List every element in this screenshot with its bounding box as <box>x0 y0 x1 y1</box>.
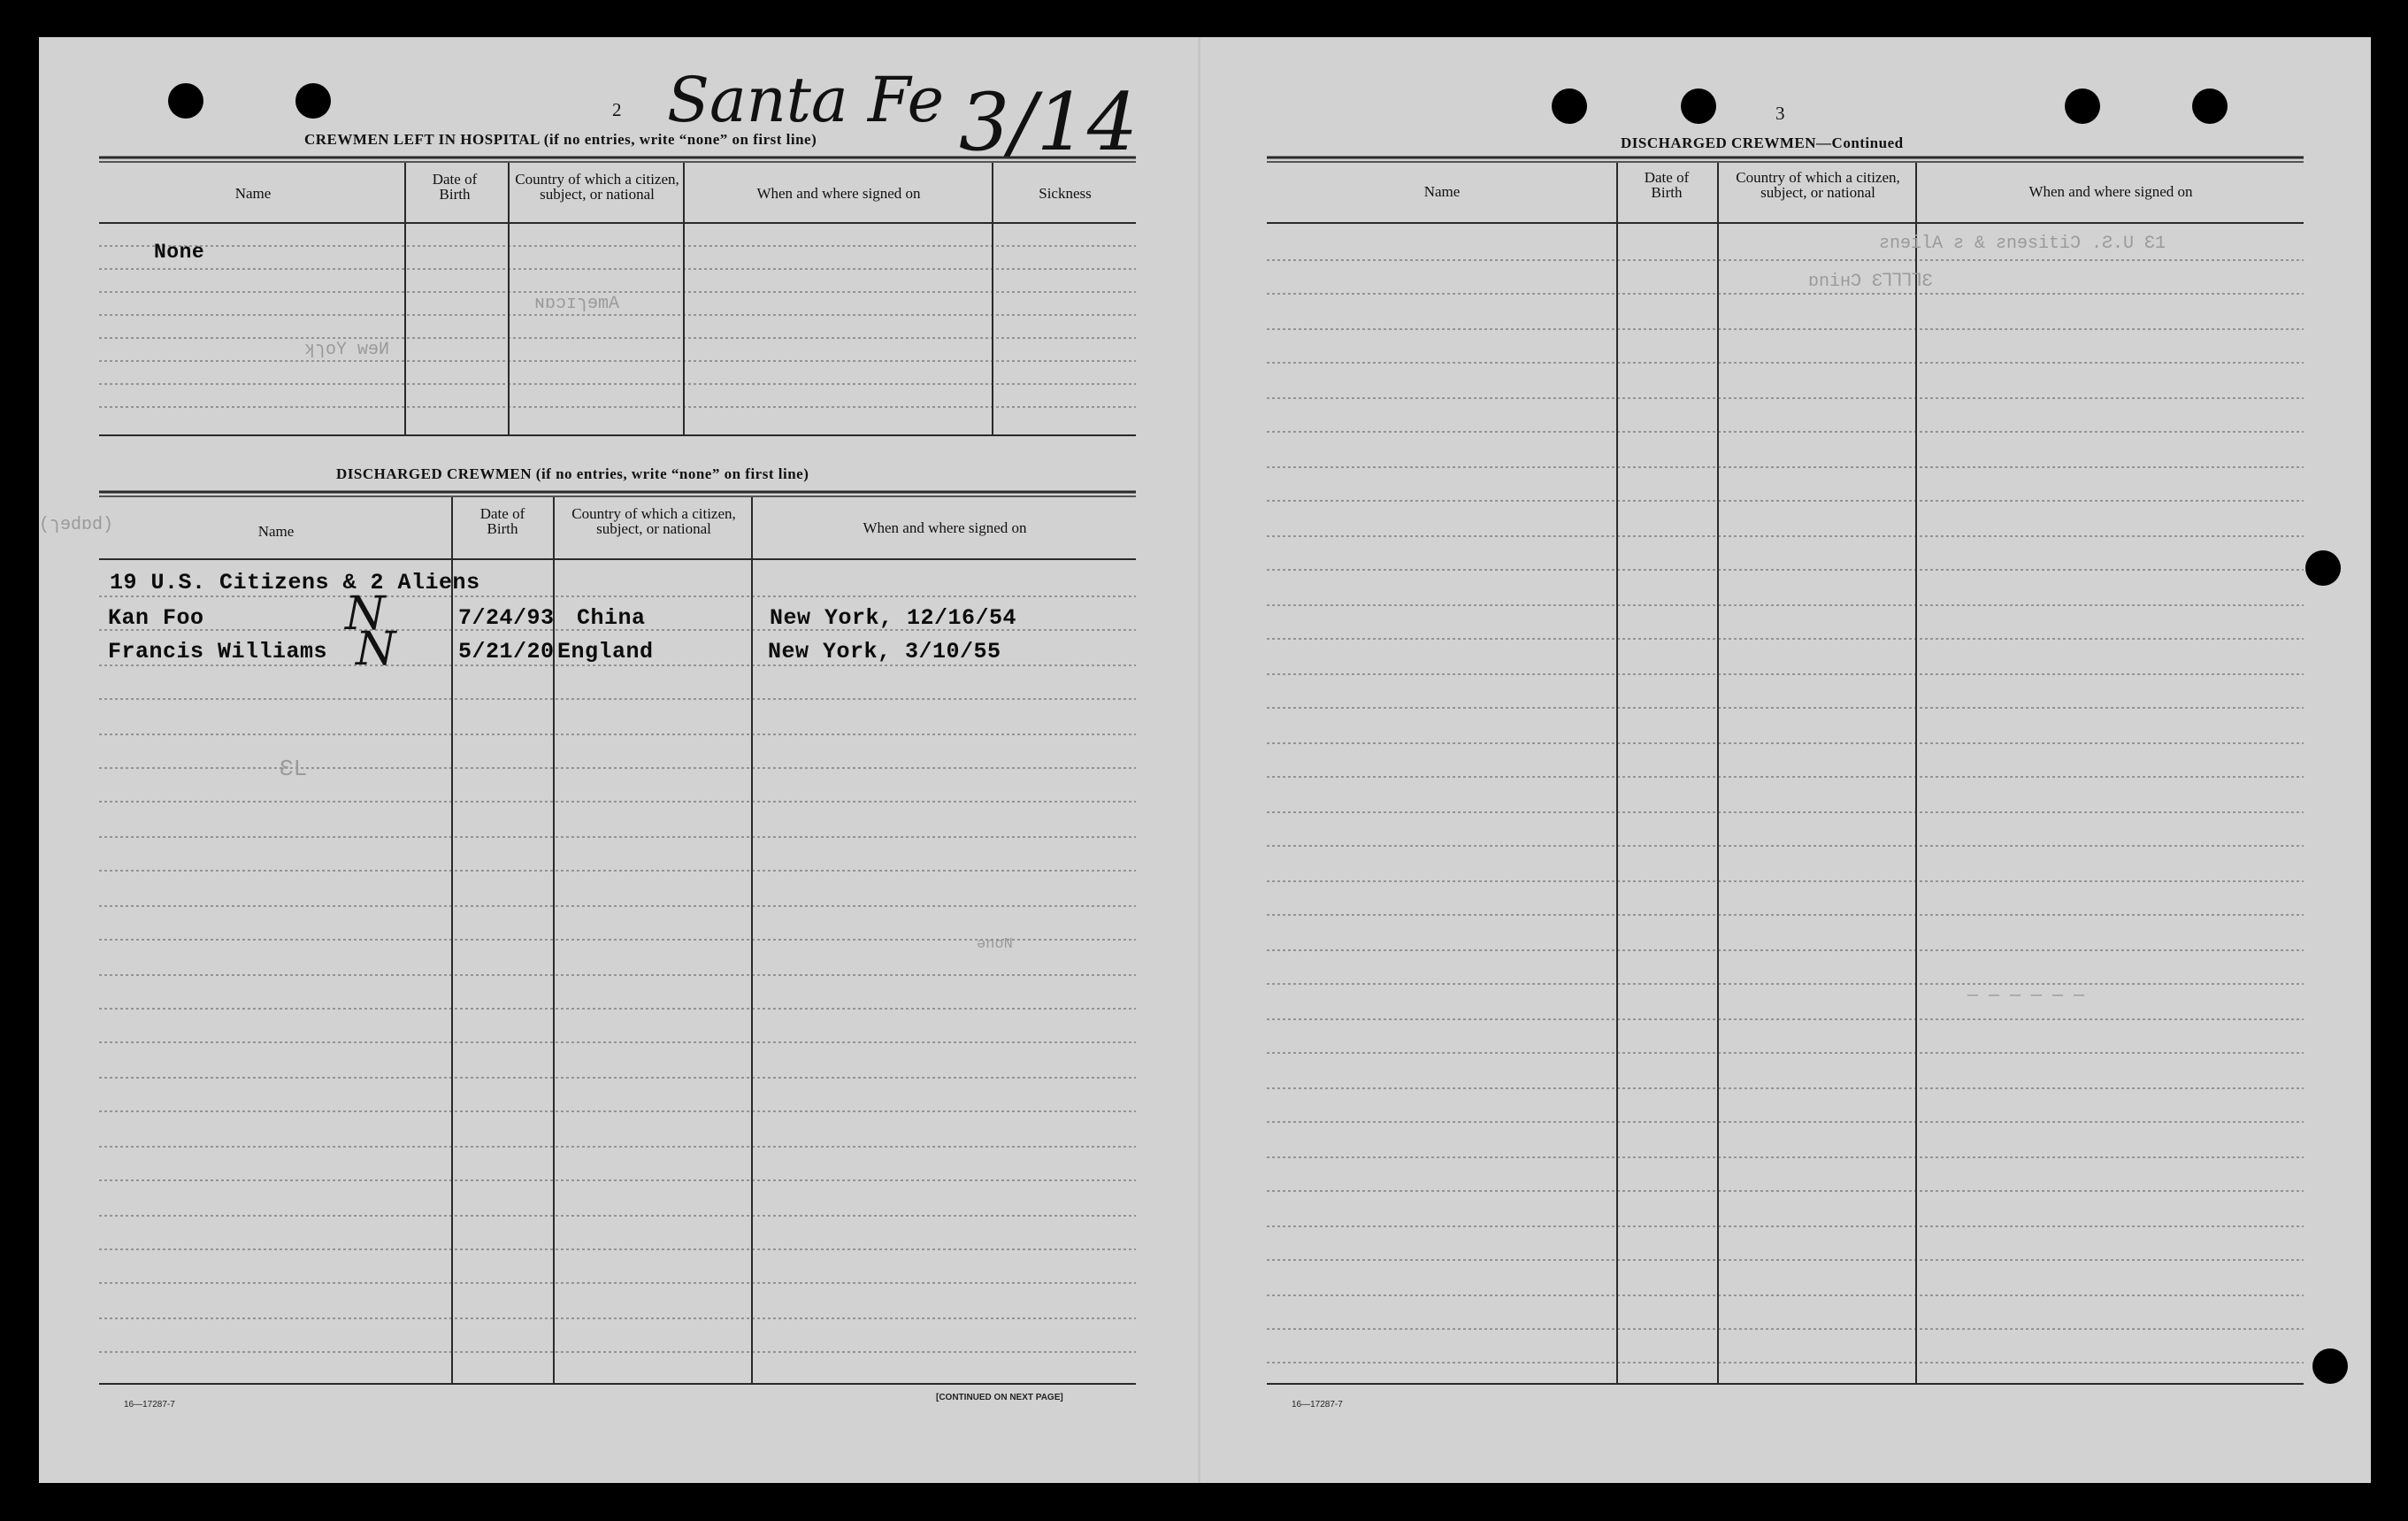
right-section-title: DISCHARGED CREWMEN—Continued <box>1621 134 1904 151</box>
left-page-number: 2 <box>612 99 622 120</box>
right-page-number: 3 <box>1775 103 1785 124</box>
page-fold <box>1198 37 1200 1483</box>
bleed-through-text: ɴɒɔɪɿɘmA <box>534 294 620 314</box>
discharged-summary-line: 19 U.S. Citizens & 2 Aliens <box>110 570 480 595</box>
discharged-table <box>39 37 1189 1483</box>
discharged-continued-table <box>39 37 2371 1483</box>
right-col-country: Country of which a citizen, subject, or national <box>1736 169 1900 201</box>
crew-signed-on: New York, 3/10/55 <box>768 639 1001 664</box>
hospital-col-name: Name <box>234 185 272 202</box>
crew-name: Francis Williams <box>108 639 328 664</box>
left-form-number: 16—17287-7 <box>124 1400 175 1410</box>
crew-dob: 7/24/93 <box>458 605 555 631</box>
handwritten-vessel-note: Santa Fe <box>667 64 945 136</box>
right-col-dob: Date of Birth <box>1644 169 1690 201</box>
crew-signed-on: New York, 12/16/54 <box>770 605 1017 631</box>
punch-hole <box>168 83 203 119</box>
discharged-col-country: Country of which a citizen, subject, or national <box>571 505 736 537</box>
bleed-through-text: ɒniʜƆ ƐꓶꓶꓶꓶƐ <box>1808 272 1933 292</box>
crew-dob: 5/21/20 <box>458 639 555 664</box>
right-form-number: 16—17287-7 <box>1292 1400 1343 1410</box>
bleed-through-text: (ɿɘdɒd) <box>39 515 114 535</box>
hospital-col-country: Country of which a citizen, subject, or national <box>515 171 679 203</box>
bleed-through-text: ənoN <box>977 936 1013 953</box>
punch-hole <box>2305 550 2341 586</box>
hospital-col-dob: Date of Birth <box>432 171 478 203</box>
discharged-section-title: DISCHARGED CREWMEN (if no entries, write “none” on first line) <box>336 465 809 482</box>
bleed-through-text: ƐL <box>280 756 308 782</box>
bleed-through-text: ƨnɘilA ƨ & ƨnɘsitiƆ .Ƨ.U Ɛ1 <box>1879 234 2166 254</box>
hospital-section-title: CREWMEN LEFT IN HOSPITAL (if no entries, write “none” on first line) <box>304 131 817 148</box>
punch-hole <box>2192 88 2228 124</box>
right-col-signed: When and where signed on <box>2028 183 2193 200</box>
hospital-col-signed: When and where signed on <box>756 185 921 202</box>
punch-hole <box>1552 88 1587 124</box>
hospital-table <box>39 37 1189 1483</box>
document-sheet <box>39 37 2371 1483</box>
continued-note: [CONTINUED ON NEXT PAGE] <box>936 1393 1063 1402</box>
handwritten-date: 3/14 <box>959 76 1139 169</box>
punch-hole <box>1681 88 1716 124</box>
crew-country: China <box>577 605 646 631</box>
alien-mark: N <box>356 623 396 676</box>
alien-mark: N <box>345 588 386 641</box>
bleed-through-text: ʞɿoY wɘИ <box>304 340 390 360</box>
hospital-col-sickness: Sickness <box>1039 185 1092 202</box>
discharged-col-dob: Date of Birth <box>479 505 525 537</box>
discharged-col-name: Name <box>257 523 295 540</box>
crew-name: Kan Foo <box>108 605 204 631</box>
discharged-col-signed: When and where signed on <box>863 519 1027 536</box>
right-col-name: Name <box>1423 183 1461 200</box>
punch-hole <box>2065 88 2100 124</box>
bleed-through-text: — — — — — — <box>1967 986 2085 1006</box>
crew-country: England <box>557 639 654 664</box>
hospital-row-name: None <box>154 241 205 264</box>
punch-hole <box>2312 1348 2348 1384</box>
punch-hole <box>295 83 331 119</box>
